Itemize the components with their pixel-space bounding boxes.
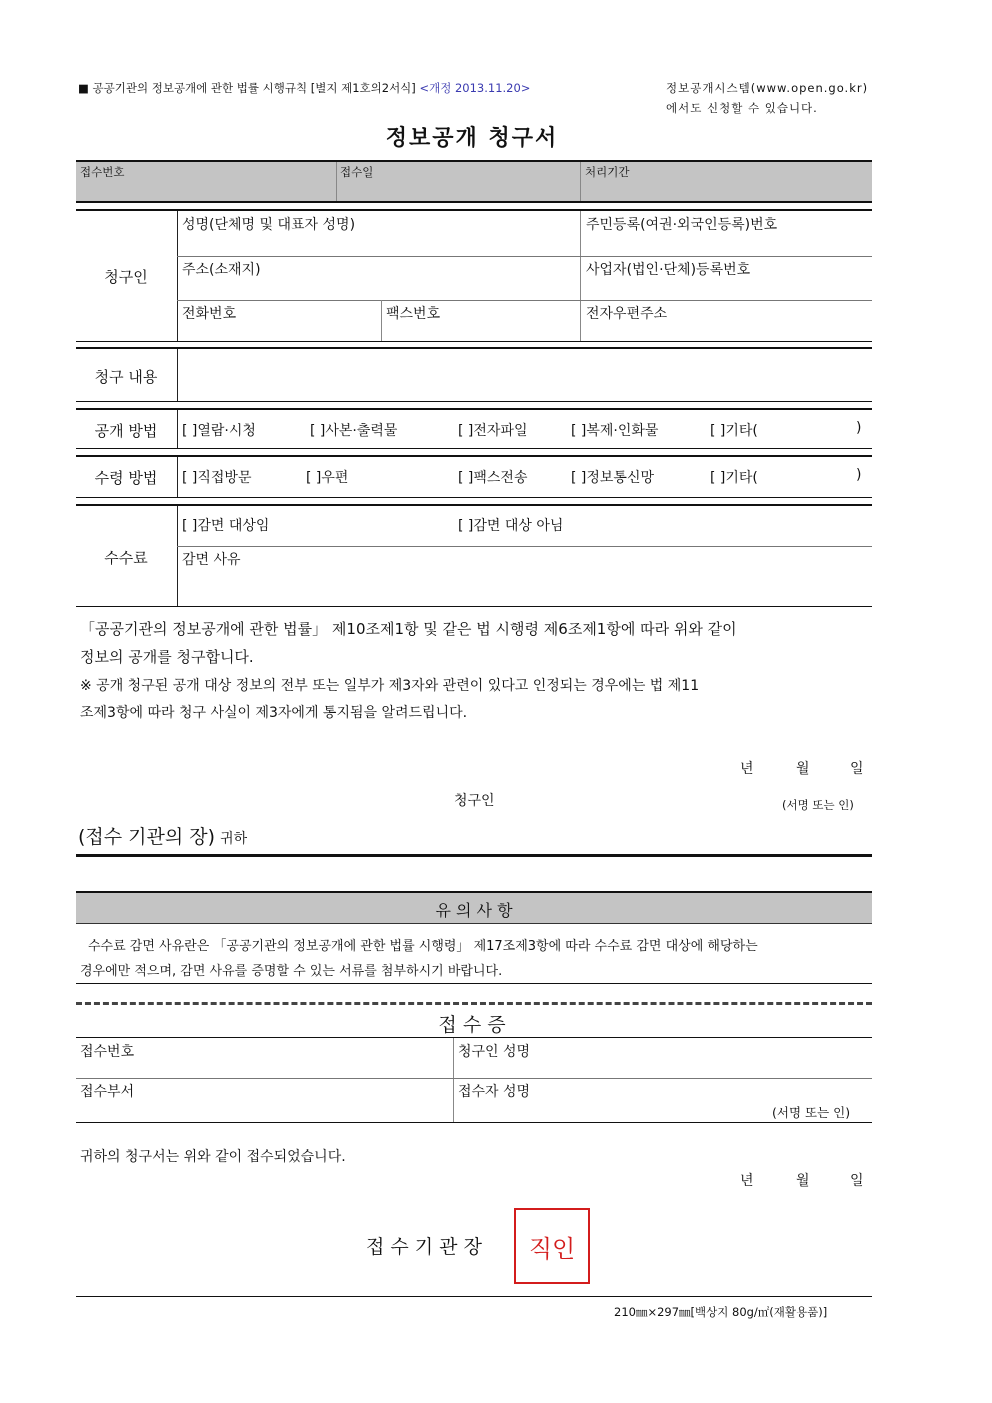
online-note-line2: 에서도 신청할 수 있습니다. bbox=[666, 101, 818, 115]
disclosure-option-viewing[interactable]: [ ]열람·시청 bbox=[182, 423, 256, 439]
address-field[interactable]: 주소(소재지) bbox=[182, 262, 261, 278]
receipt-number-label: 접수번호 bbox=[80, 165, 125, 179]
slip-date-month[interactable]: 월 bbox=[796, 1173, 810, 1189]
applicant-name-field[interactable]: 성명(단체명 및 대표자 성명) bbox=[182, 217, 356, 233]
paper-spec: 210㎜×297㎜[백상지 80g/㎡(재활용품)] bbox=[614, 1305, 828, 1319]
fee-label: 수수료 bbox=[104, 549, 148, 567]
form-legal-basis: ■ 공공기관의 정보공개에 관한 법률 시행규칙 [별지 제1호의2서식] <개정 2013.11.20> bbox=[78, 81, 531, 95]
disclosure-option-electronic[interactable]: [ ]전자파일 bbox=[458, 423, 528, 439]
cut-line bbox=[76, 1002, 872, 1005]
receipt-slip-title: 접 수 증 bbox=[438, 1014, 506, 1036]
statement-line1: 「공공기관의 정보공개에 관한 법률」 제10조제1항 및 같은 법 시행령 제6조제1항에 따라 위와 같이 bbox=[80, 620, 737, 638]
addressee: (접수 기관의 장) 귀하 bbox=[78, 826, 248, 848]
receipt-date-label: 접수일 bbox=[340, 165, 374, 179]
business-number-field[interactable]: 사업자(법인·단체)등록번호 bbox=[586, 262, 751, 278]
fee-exempt-option[interactable]: [ ]감면 대상임 bbox=[182, 518, 270, 534]
slip-sign-field[interactable]: (서명 또는 인) bbox=[772, 1105, 851, 1120]
third-party-note-line2: 조제3항에 따라 청구 사실이 제3자에게 통지됨을 알려드립니다. bbox=[80, 705, 468, 721]
date-day[interactable]: 일 bbox=[850, 761, 864, 777]
receipt-option-fax[interactable]: [ ]팩스전송 bbox=[458, 470, 528, 486]
date-month[interactable]: 월 bbox=[796, 761, 810, 777]
fax-field[interactable]: 팩스번호 bbox=[386, 306, 441, 322]
date-year[interactable]: 년 bbox=[740, 761, 754, 777]
third-party-note-line1: ※ 공개 청구된 공개 대상 정보의 전부 또는 일부가 제3자와 관련이 있다고 인정되는 경우에는 법 제11 bbox=[80, 678, 700, 694]
statement-line2: 정보의 공개를 청구합니다. bbox=[80, 648, 254, 666]
receipt-option-mail[interactable]: [ ]우편 bbox=[306, 470, 349, 486]
disclosure-option-other[interactable]: [ ]기타( bbox=[710, 423, 758, 439]
fee-not-exempt-option[interactable]: [ ]감면 대상 아님 bbox=[458, 518, 564, 534]
disclosure-other-close: ) bbox=[856, 420, 862, 436]
signer-sign-field[interactable]: (서명 또는 인) bbox=[782, 798, 854, 812]
notice-line1: 수수료 감면 사유란은 「공공기관의 정보공개에 관한 법률 시행령」 제17조제3항에 따라 수수료 감면 대상에 해당하는 bbox=[88, 939, 758, 954]
online-note-line1: 정보공개시스템(www.open.go.kr) bbox=[666, 81, 869, 95]
fee-exemption-reason-field[interactable]: 감면 사유 bbox=[182, 552, 241, 568]
receipt-option-network[interactable]: [ ]정보통신망 bbox=[571, 470, 654, 486]
signer-label: 청구인 bbox=[454, 793, 495, 809]
email-field[interactable]: 전자우편주소 bbox=[586, 306, 668, 322]
receipt-option-visit[interactable]: [ ]직접방문 bbox=[182, 470, 252, 486]
disclosure-option-copy[interactable]: [ ]사본·출력물 bbox=[310, 423, 398, 439]
official-seal: 직인 bbox=[514, 1208, 590, 1284]
receipt-info-bar bbox=[76, 162, 872, 201]
receipt-confirmation-message: 귀하의 청구서는 위와 같이 접수되었습니다. bbox=[80, 1149, 346, 1165]
receipt-option-other[interactable]: [ ]기타( bbox=[710, 470, 758, 486]
notice-header: 유 의 사 항 bbox=[435, 901, 513, 920]
request-content-field[interactable] bbox=[178, 350, 872, 400]
notice-line2: 경우에만 적으며, 감면 사유를 증명할 수 있는 서류를 첨부하시기 바랍니다. bbox=[80, 964, 503, 979]
revision-date: <개정 2013.11.20> bbox=[419, 81, 531, 95]
resident-number-field[interactable]: 주민등록(여권·외국인등록)번호 bbox=[586, 217, 778, 233]
disclosure-option-reproduction[interactable]: [ ]복제·인화물 bbox=[571, 423, 659, 439]
slip-date-year[interactable]: 년 bbox=[740, 1173, 754, 1189]
request-content-label: 청구 내용 bbox=[94, 368, 158, 386]
receipt-method-label: 수령 방법 bbox=[94, 469, 158, 487]
phone-field[interactable]: 전화번호 bbox=[182, 306, 237, 322]
receipt-other-close: ) bbox=[856, 467, 862, 483]
disclosure-method-label: 공개 방법 bbox=[94, 422, 158, 440]
slip-department-field[interactable]: 접수부서 bbox=[80, 1084, 135, 1100]
form-title: 정보공개 청구서 bbox=[385, 126, 559, 151]
slip-applicant-name-field[interactable]: 청구인 성명 bbox=[458, 1044, 531, 1060]
slip-receipt-number-field[interactable]: 접수번호 bbox=[80, 1044, 135, 1060]
processing-period-label: 처리기간 bbox=[585, 165, 630, 179]
receiving-authority-head: 접 수 기 관 장 bbox=[366, 1236, 482, 1258]
slip-date-day[interactable]: 일 bbox=[850, 1173, 864, 1189]
applicant-section-label: 청구인 bbox=[104, 268, 148, 286]
slip-receiver-name-field[interactable]: 접수자 성명 bbox=[458, 1084, 531, 1100]
